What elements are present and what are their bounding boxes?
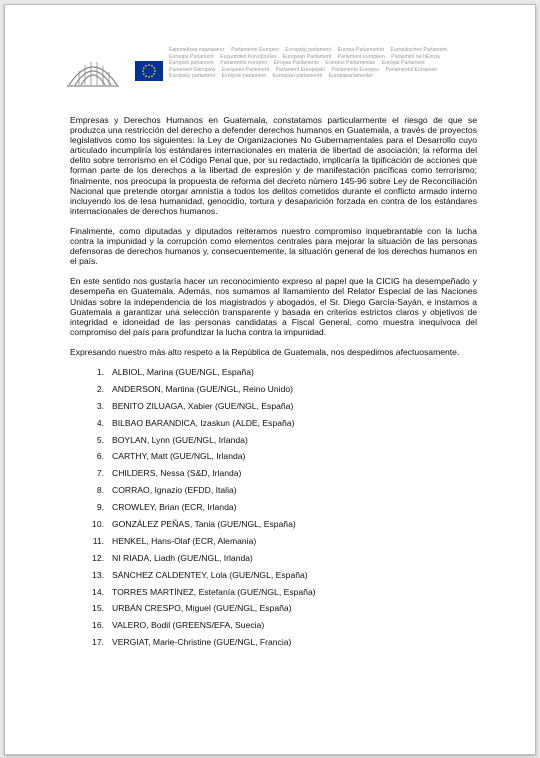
item-number: 13. [92, 569, 104, 580]
name: Evropski parlament [221, 73, 266, 80]
name: Europäisches Parlament [390, 47, 447, 53]
item-number: 2. [96, 383, 104, 394]
item-number: 16. [92, 620, 104, 631]
list-item [70, 468, 477, 485]
signer-name: VERGIAT, Marie-Christine (GUE/NGL, Francia) [112, 637, 292, 648]
paragraph: Finalmente, como diputadas y diputados reiteramos nuestro compromiso inquebrantable con la lucha contra la impunidad y la corrupción como elementos centrales para mejorar la situación de las personas defensoras de derechos humanos y, consecuentemente, la situación general de los derechos humanos en el país. [70, 225, 477, 267]
paragraph: Empresas y Derechos Humanos en Guatemala, constatamos particularmente el riesgo de que se produzca una restricción del derecho a defender derechos humanos en Guatemala, a través de proyectos legislativos como los siguientes: la Ley de Organizaciones No Gubernamentales para el Desarrollo cuyo articulado incumpliría los estándares internacionales en materia de libertad de asociación; la reforma del delito sobre terrorismo en el Código Penal que, por su redactado, implicaría la tipificación de acciones que forman parte de los derechos a la libertad de expresión y de manifestación pacíficas como terrorismo; finalmente, nos preocupa la propuesta de reforma del decreto número 145-96 sobre Ley de Reconciliación Nacional que pretende otorgar amnistía a todos los delitos cometidos durante el conflicto armado interno incluyendo los de lesa humanidad, genocidio, tortura y desaparición forzada en contra de los estándares internacionales de derechos humanos. [70, 115, 477, 216]
signer-name: SÁNCHEZ CALDENTEY, Lola (GUE/NGL, España) [112, 569, 308, 580]
item-number: 10. [92, 518, 104, 529]
name: Euroopa Parlament [169, 53, 214, 60]
list-item [70, 418, 477, 435]
name: Parlamento europeo [220, 60, 268, 67]
item-number: 4. [96, 417, 104, 428]
signer-name: BILBAO BARANDICA, Izaskun (ALDE, España) [112, 417, 295, 428]
list-item [70, 367, 477, 384]
closing-paragraph: Expresando nuestro más alto respeto a la República de Guatemala, nos despedimos afectuosamente. [70, 346, 460, 357]
name: Ευρωπαϊκό Κοινοβούλιο [220, 53, 277, 60]
european-parliament-logo-icon [65, 49, 121, 89]
item-number: 6. [96, 451, 104, 462]
list-item [70, 451, 477, 468]
list-item [70, 435, 477, 452]
signatories-list [70, 367, 477, 654]
signer-name: HENKEL, Hans-Olaf (ECR, Alemania) [112, 535, 257, 546]
signer-name: VALERO, Bodil (GREENS/EFA, Suecia) [112, 620, 265, 631]
item-number: 9. [96, 502, 104, 513]
list-item [70, 637, 477, 654]
eu-flag-icon [135, 61, 163, 81]
names-row [169, 47, 489, 54]
paragraph: En este sentido nos gustaría hacer un reconocimiento expreso al papel que la CICIG ha desempeñado y desempeña en Guatemala. Además, nos sumamos al llamamiento del Relator Especial de las Naciones Unidas sobre la independencia de los magistrados y abogados, el Sr. Diego García-Sayán, e instamos a Guatemala a garantizar una selección transparente y basada en criterios estrictos claros y objetivos de integridad e idoneidad de las personas candidatas a Fiscal General, como muestra inequívoca del compromiso del país para profundizar la lucha contra la impunidad. [70, 276, 477, 337]
signer-name: CHILDERS, Nessa (S&D, Irlanda) [112, 468, 242, 479]
signer-name: TORRES MARTÍNEZ, Estefanía (GUE/NGL, España) [112, 586, 316, 597]
signer-name: ANDERSON, Martina (GUE/NGL, Reino Unido) [112, 383, 293, 394]
signer-name: CARTHY, Matt (GUE/NGL, Irlanda) [112, 451, 246, 462]
names-row [169, 73, 489, 80]
list-item [70, 587, 477, 604]
document-page [4, 4, 536, 755]
name: Европейски парламент [169, 47, 225, 53]
name: Evropský parlament [285, 47, 332, 53]
name: Euroopan parlamentti [272, 73, 323, 80]
item-number: 14. [92, 586, 104, 597]
names-row [169, 67, 489, 74]
institution-names [169, 47, 489, 80]
name: Parlaimint na hEorpa [391, 53, 440, 60]
list-item [70, 401, 477, 418]
names-row [169, 60, 489, 67]
name: Eiropas Parlaments [273, 60, 319, 67]
item-number: 11. [92, 535, 104, 546]
list-item [70, 485, 477, 502]
signer-name: CORRAO, Ignazio (EFDD, Italia) [112, 485, 237, 496]
item-number: 1. [96, 366, 104, 377]
name: Europees Parlement [221, 66, 270, 73]
name: Parlamentul European [385, 66, 438, 73]
name: Parlamento Europeu [331, 66, 379, 73]
list-item [70, 570, 477, 587]
list-item [70, 536, 477, 553]
item-number: 7. [96, 468, 104, 479]
name: European Parliament [282, 53, 332, 60]
name: Europa-Parlamentet [337, 47, 385, 53]
item-number: 8. [96, 485, 104, 496]
item-number: 12. [92, 552, 104, 563]
item-number: 17. [92, 637, 104, 648]
signer-name: ALBIOL, Marina (GUE/NGL, España) [112, 366, 254, 377]
name: Európai Parlament [381, 60, 425, 67]
name: Parlament Europejski [275, 66, 325, 73]
name: Europski parlament [169, 60, 214, 67]
list-item [70, 603, 477, 620]
signer-name: BENITO ZILUAGA, Xabier (GUE/NGL, España) [112, 400, 294, 411]
list-item [70, 502, 477, 519]
name: Europaparlamentet [328, 73, 373, 80]
names-row [169, 54, 489, 61]
name: Európsky parlament [169, 73, 216, 80]
item-number: 15. [92, 603, 104, 614]
signer-name: CROWLEY, Brian (ECR, Irlanda) [112, 502, 237, 513]
item-number: 3. [96, 400, 104, 411]
name: Parlamento Europeo [231, 47, 279, 53]
name: Parlament Ewropew [169, 66, 216, 73]
item-number: 5. [96, 434, 104, 445]
list-item [70, 620, 477, 637]
list-item [70, 384, 477, 401]
letterhead [65, 41, 485, 93]
signer-name: BOYLAN, Lynn (GUE/NGL, Irlanda) [112, 434, 248, 445]
list-item [70, 519, 477, 536]
signer-name: URBÁN CRESPO, Miguel (GUE/NGL, España) [112, 603, 292, 614]
letter-body [70, 115, 477, 654]
list-item [70, 553, 477, 570]
name: Europos Parlamentas [325, 60, 376, 67]
signer-name: GONZÁLEZ PEÑAS, Tania (GUE/NGL, España) [112, 518, 296, 529]
signer-name: NI RIADA, Liadh (GUE/NGL, Irlanda) [112, 552, 253, 563]
name: Parlement européen [337, 53, 385, 60]
